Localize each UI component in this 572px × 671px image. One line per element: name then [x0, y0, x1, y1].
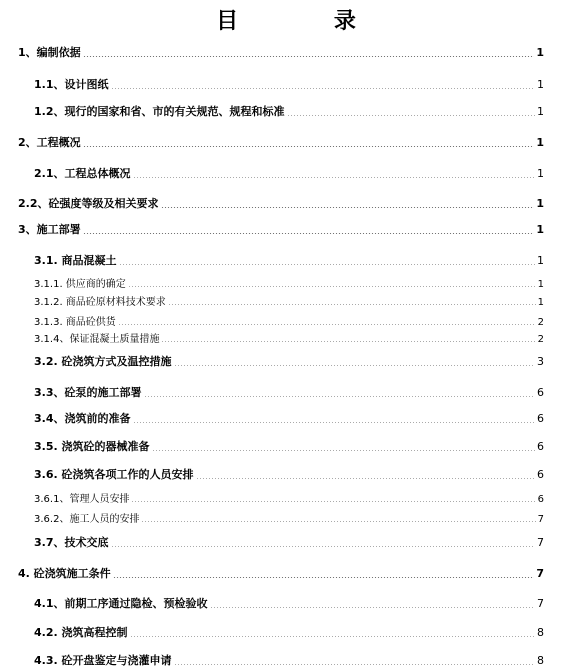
toc-entry-label: 4.1、前期工序通过隐检、预检验收 — [34, 597, 208, 610]
toc-entry[interactable] — [34, 384, 544, 400]
toc-page-number: 1 — [536, 223, 544, 236]
toc-page-number: 1 — [537, 254, 544, 267]
dot-leader — [131, 501, 535, 502]
toc-entry-label: 3、施工部署 — [18, 223, 81, 236]
toc-entry[interactable] — [34, 76, 544, 92]
toc-entry-label: 4. 砼浇筑施工条件 — [18, 567, 111, 580]
dot-leader — [83, 56, 535, 57]
toc-entry[interactable] — [34, 410, 544, 426]
toc-entry[interactable] — [34, 165, 544, 181]
toc-page-number: 6 — [537, 468, 544, 481]
toc-entry-label: 3.1.4、保证混凝土质量措施 — [34, 334, 160, 345]
dot-leader — [133, 177, 536, 178]
dot-leader — [118, 324, 536, 325]
toc-entry-label: 3.2. 砼浇筑方式及温控措施 — [34, 355, 172, 368]
dot-leader — [168, 304, 536, 305]
toc-page-number: 6 — [537, 412, 544, 425]
toc-entry-label: 2.2、砼强度等级及相关要求 — [18, 197, 159, 210]
toc-entry-label: 3.1.3. 商品砼供货 — [34, 317, 116, 328]
dot-leader — [113, 577, 535, 578]
toc-entry[interactable] — [18, 195, 544, 211]
toc-entry-label: 3.5. 浇筑砼的器械准备 — [34, 440, 150, 453]
toc-entry-label: 2、工程概况 — [18, 136, 81, 149]
toc-entry-label: 3.4、浇筑前的准备 — [34, 412, 131, 425]
dot-leader — [174, 365, 536, 366]
toc-entry-label: 3.6. 砼浇筑各项工作的人员安排 — [34, 468, 194, 481]
dot-leader — [128, 286, 536, 287]
toc-entry[interactable] — [34, 490, 544, 505]
toc-entry[interactable] — [18, 134, 544, 150]
dot-leader — [130, 636, 536, 637]
toc-page-number: 1 — [536, 197, 544, 210]
dot-leader — [196, 478, 536, 479]
toc-entry-label: 1.1、设计图纸 — [34, 78, 109, 91]
toc-entry[interactable] — [34, 510, 544, 525]
dot-leader — [174, 664, 536, 665]
toc-entry-label: 3.6.2、施工人员的安排 — [34, 514, 140, 525]
toc-entry[interactable] — [34, 353, 544, 369]
dot-leader — [161, 207, 535, 208]
toc-entry-label: 2.1、工程总体概况 — [34, 167, 131, 180]
toc-entry[interactable] — [34, 438, 544, 454]
toc-page-number: 8 — [537, 654, 544, 667]
toc-page-number: 2 — [537, 317, 544, 328]
page-title: 目 录 — [216, 8, 400, 34]
toc-entry[interactable] — [18, 221, 544, 237]
toc-page-number: 7 — [536, 567, 544, 580]
toc-entry[interactable] — [34, 252, 544, 268]
toc-entry-label: 4.2. 浇筑高程控制 — [34, 626, 128, 639]
toc-entry[interactable] — [34, 330, 544, 345]
toc-entry-label: 4.3. 砼开盘鉴定与浇灌申请 — [34, 654, 172, 667]
dot-leader — [111, 546, 536, 547]
toc-page-number: 1 — [537, 279, 544, 290]
dot-leader — [83, 146, 535, 147]
toc-entry-label: 3.1. 商品混凝土 — [34, 254, 117, 267]
toc-page-number: 1 — [537, 78, 544, 91]
dot-leader — [119, 264, 536, 265]
toc-page-number: 6 — [537, 440, 544, 453]
dot-leader — [161, 341, 535, 342]
toc-page-number: 2 — [537, 334, 544, 345]
dot-leader — [287, 115, 536, 116]
toc-entry[interactable] — [18, 565, 544, 581]
toc-entry-label: 3.6.1、管理人员安排 — [34, 494, 130, 505]
toc-page-number: 7 — [537, 514, 544, 525]
toc-entry-label: 1.2、现行的国家和省、市的有关规范、规程和标准 — [34, 105, 285, 118]
toc-page-number: 8 — [537, 626, 544, 639]
toc-entry[interactable] — [34, 595, 544, 611]
toc-page-number: 1 — [537, 167, 544, 180]
toc-entry-label: 3.3、砼泵的施工部署 — [34, 386, 142, 399]
toc-entry[interactable] — [34, 103, 544, 119]
toc-entry[interactable] — [34, 534, 544, 550]
toc-page-number: 1 — [537, 297, 544, 308]
toc-entry[interactable] — [34, 275, 544, 290]
dot-leader — [111, 88, 536, 89]
toc-page-number: 1 — [536, 46, 544, 59]
toc-entry[interactable] — [34, 624, 544, 640]
toc-page-number: 7 — [537, 597, 544, 610]
dot-leader — [152, 450, 536, 451]
dot-leader — [141, 521, 535, 522]
dot-leader — [144, 396, 536, 397]
toc-page-number: 1 — [537, 105, 544, 118]
toc-entry-label: 3.1.1. 供应商的确定 — [34, 279, 126, 290]
toc-entry-label: 3.1.2. 商品砼原材料技术要求 — [34, 297, 166, 308]
toc-page-number: 3 — [537, 355, 544, 368]
dot-leader — [133, 422, 536, 423]
toc-page-number: 6 — [537, 386, 544, 399]
toc-entry[interactable] — [34, 466, 544, 482]
toc-entry-label: 3.7、技术交底 — [34, 536, 109, 549]
dot-leader — [210, 607, 536, 608]
toc-entry[interactable] — [34, 652, 544, 668]
toc-entry[interactable] — [34, 293, 544, 308]
dot-leader — [83, 233, 535, 234]
toc-page-number: 7 — [537, 536, 544, 549]
toc-entry-label: 1、编制依据 — [18, 46, 81, 59]
toc-page-number: 1 — [536, 136, 544, 149]
toc-page-number: 6 — [537, 494, 544, 505]
toc-entry[interactable] — [34, 313, 544, 328]
toc-entry[interactable] — [18, 44, 544, 60]
